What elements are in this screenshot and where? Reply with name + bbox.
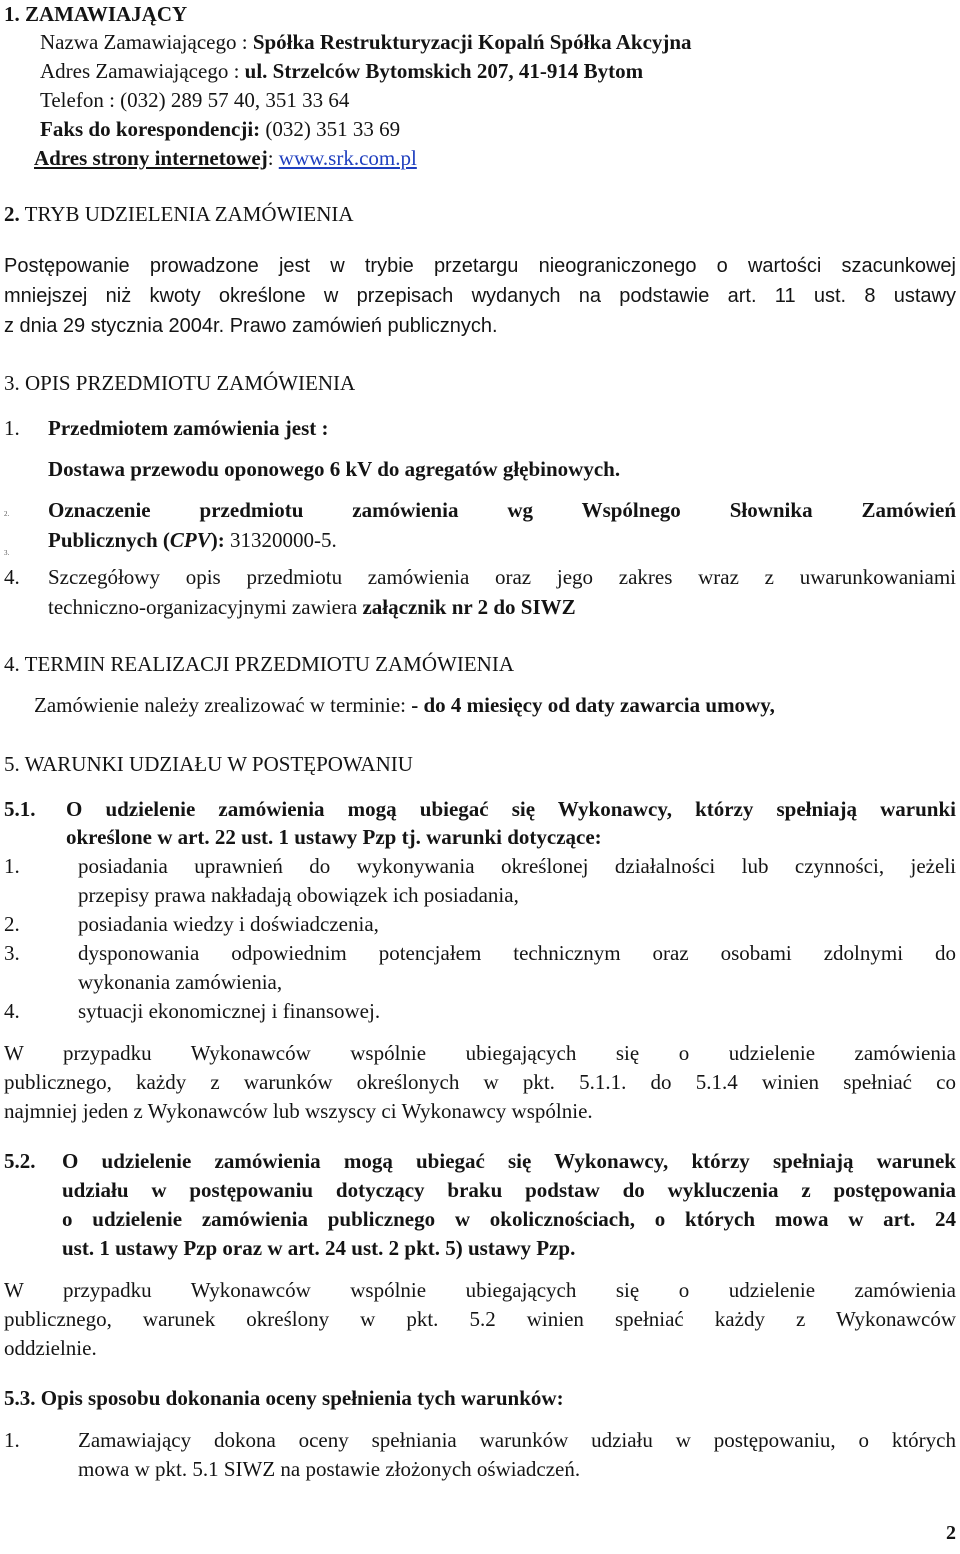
condition-3-line-2: wykonania zamówienia, xyxy=(78,970,283,994)
section5-heading: 5. WARUNKI UDZIAŁU W POSTĘPOWANIU xyxy=(4,752,413,776)
contracting-authority-name: Nazwa Zamawiającego : Spółka Restrukturyzacji Kopalń Spółka Akcyjna xyxy=(40,30,692,54)
cpv-code: 31320000-5. xyxy=(230,528,337,552)
page-number: 2 xyxy=(946,1522,956,1544)
contracting-authority-fax: Faks do korespondencji: (032) 351 33 69 xyxy=(40,117,401,141)
evaluation-item-1-line-1: Zamawiający dokona oceny spełniania warunków udziału w postępowaniu, o których xyxy=(78,1428,956,1452)
evaluation-item-1-line-2: mowa w pkt. 5.1 SIWZ na postawie złożonych oświadczeń. xyxy=(78,1457,581,1481)
joint-bidders-paragraph-1-line-1: W przypadku Wykonawców wspólnie ubiegających się o udzielenie zamówienia xyxy=(4,1041,956,1065)
subject-item-3-number: 3. xyxy=(4,549,10,557)
joint-bidders-paragraph-1-line-3: najmniej jeden z Wykonawców lub wszyscy ci Wykonawcy wspólnie. xyxy=(4,1099,593,1123)
contracting-authority-address: Adres Zamawiającego : ul. Strzelców Bytomskich 207, 41-914 Bytom xyxy=(40,59,644,83)
condition-3-number: 3. xyxy=(4,941,20,965)
point-5-2-line-1: O udzielenie zamówienia mogą ubiegać się Wykonawcy, którzy spełniają warunek xyxy=(62,1149,956,1173)
completion-deadline: Zamówienie należy zrealizować w terminie: - do 4 miesięcy od daty zawarcia umowy, xyxy=(34,693,775,717)
section4-heading: 4. TERMIN REALIZACJI PRZEDMIOTU ZAMÓWIENIA xyxy=(4,652,514,676)
contracting-authority-website: Adres strony internetowej: www.srk.com.pl xyxy=(34,146,417,170)
procedure-text-line-1: Postępowanie prowadzone jest w trybie przetargu nieograniczonego o wartości szacunkowej xyxy=(4,255,956,277)
joint-bidders-paragraph-1-line-2: publicznego, każdy z warunków określonych w pkt. 5.1.1. do 5.1.4 winien spełniać co xyxy=(4,1070,956,1094)
condition-4-line-1: sytuacji ekonomicznej i finansowej. xyxy=(78,999,381,1023)
evaluation-item-1-number: 1. xyxy=(4,1428,20,1452)
section1-heading: 1. ZAMAWIAJĄCY xyxy=(4,2,188,26)
website-link[interactable]: www.srk.com.pl xyxy=(278,146,417,170)
procedure-text-line-2: mniejszej niż kwoty określone w przepisach wydanych na podstawie art. 11 ust. 8 ustawy xyxy=(4,285,956,307)
condition-1-line-1: posiadania uprawnień do wykonywania określonej działalności lub czynności, jeżeli xyxy=(78,854,956,878)
joint-bidders-paragraph-2-line-3: oddzielnie. xyxy=(4,1336,97,1360)
condition-1-line-2: przepisy prawa nakładają obowiązek ich posiadania, xyxy=(78,883,519,907)
point-5-2-line-3: o udzielenie zamówienia publicznego w okolicznościach, o których mowa w art. 24 xyxy=(62,1207,956,1231)
point-5-1-line-2: określone w art. 22 ust. 1 ustawy Pzp tj. warunki dotyczące: xyxy=(66,825,602,849)
point-5-2-line-4: ust. 1 ustawy Pzp oraz w art. 24 ust. 2 pkt. 5) ustawy Pzp. xyxy=(62,1236,576,1260)
point-5-3-heading: 5.3. Opis sposobu dokonania oceny spełnienia tych warunków: xyxy=(4,1386,564,1410)
procedure-text-line-3: z dnia 29 stycznia 2004r. Prawo zamówień publicznych. xyxy=(4,315,498,337)
subject-item-4-line-1: Szczegółowy opis przedmiotu zamówienia oraz jego zakres wraz z uwarunkowaniami xyxy=(48,565,956,589)
point-5-2-line-2: udziału w postępowaniu dotyczący braku podstaw do wykluczenia z postępowania xyxy=(62,1178,956,1202)
condition-3-line-1: dysponowania odpowiednim potencjałem technicznym oraz osobami zdolnymi do xyxy=(78,941,956,965)
subject-item-1-number: 1. xyxy=(4,416,20,440)
subject-item-4-line-2: techniczno-organizacyjnymi zawiera załącznik nr 2 do SIWZ xyxy=(48,595,576,619)
condition-2-number: 2. xyxy=(4,912,20,936)
point-5-2-number: 5.2. xyxy=(4,1149,36,1173)
condition-1-number: 1. xyxy=(4,854,20,878)
cpv-line-2: Publicznych (CPV): 31320000-5. xyxy=(48,528,337,552)
condition-2-line-1: posiadania wiedzy i doświadczenia, xyxy=(78,912,379,936)
cpv-line-1: Oznaczenie przedmiotu zamówienia wg Wspólnego Słownika Zamówień xyxy=(48,498,956,522)
point-5-1-line-1: O udzielenie zamówienia mogą ubiegać się Wykonawcy, którzy spełniają warunki xyxy=(66,797,956,821)
subject-item-2-number: 2. xyxy=(4,510,10,518)
condition-4-number: 4. xyxy=(4,999,20,1023)
section3-heading: 3. OPIS PRZEDMIOTU ZAMÓWIENIA xyxy=(4,371,356,395)
contracting-authority-phone: Telefon : (032) 289 57 40, 351 33 64 xyxy=(40,88,350,112)
subject-item-4-number: 4. xyxy=(4,565,20,589)
point-5-1-number: 5.1. xyxy=(4,797,36,821)
section2-heading: 2. TRYB UDZIELENIA ZAMÓWIENIA xyxy=(4,202,354,226)
subject-item-1-text: Przedmiotem zamówienia jest : xyxy=(48,416,329,440)
subject-description: Dostawa przewodu oponowego 6 kV do agregatów głębinowych. xyxy=(48,457,621,481)
joint-bidders-paragraph-2-line-1: W przypadku Wykonawców wspólnie ubiegających się o udzielenie zamówienia xyxy=(4,1278,956,1302)
joint-bidders-paragraph-2-line-2: publicznego, warunek określony w pkt. 5.2 winien spełniać każdy z Wykonawców xyxy=(4,1307,956,1331)
